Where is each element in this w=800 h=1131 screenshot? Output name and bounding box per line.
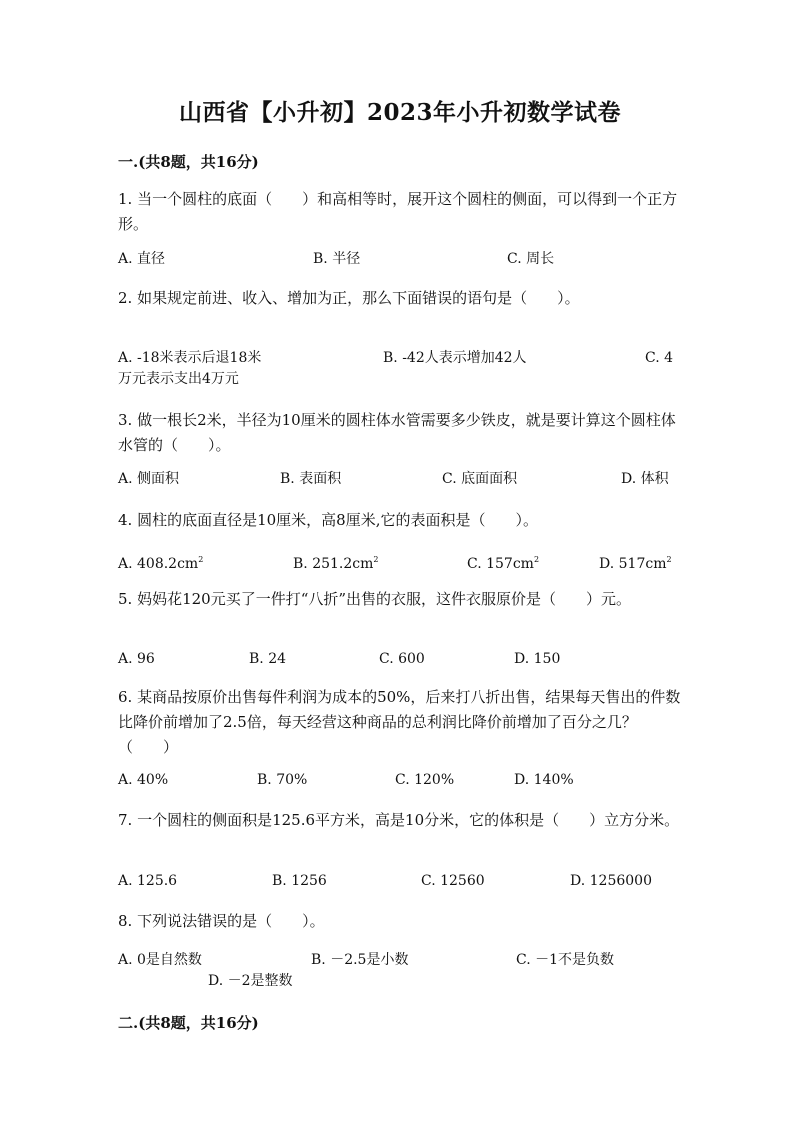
section-heading-1: 一.(共8题，共16分) [118, 153, 259, 171]
question-4-option-d[interactable] [599, 550, 672, 574]
question-8-option-b[interactable]: B. －2.5是小数 [311, 952, 409, 968]
question-5-option-a[interactable]: A. 96 [118, 651, 155, 667]
option-text: D. 517cm [599, 556, 667, 572]
question-1-option-a[interactable]: A. 直径 [118, 251, 166, 267]
question-2-option-b[interactable]: B. -42人表示增加42人 [383, 350, 527, 366]
question-2-stem: 2. 如果规定前进、收入、增加为正，那么下面错误的语句是（ ）。 [118, 289, 580, 307]
question-2-option-c[interactable]: C. 4 [645, 350, 674, 366]
question-7-option-a[interactable]: A. 125.6 [118, 873, 178, 889]
question-5-option-c[interactable]: C. 600 [379, 651, 425, 667]
question-8-option-d[interactable]: D. －2是整数 [208, 973, 293, 989]
question-1-stem: 1. 当一个圆柱的底面（ ）和高相等时，展开这个圆柱的侧面，可以得到一个正方形。 [118, 190, 678, 233]
squared-superscript: 2 [373, 555, 379, 564]
question-4-option-c[interactable] [467, 550, 539, 574]
question-2-option-a[interactable]: A. -18米表示后退18米 [118, 350, 262, 366]
question-8-stem: 8. 下列说法错误的是（ ）。 [118, 912, 325, 930]
option-text: C. 157cm [467, 556, 534, 572]
question-5-option-d[interactable]: D. 150 [514, 651, 561, 667]
question-6-option-d[interactable]: D. 140% [514, 772, 574, 788]
question-3-option-c[interactable]: C. 底面面积 [442, 471, 518, 487]
question-7-option-b[interactable]: B. 1256 [272, 873, 327, 889]
question-6-option-a[interactable]: A. 40% [118, 772, 169, 788]
option-text: B. 251.2cm [293, 556, 374, 572]
squared-superscript: 2 [198, 555, 204, 564]
question-8-option-a[interactable]: A. 0是自然数 [118, 952, 202, 968]
question-5-option-b[interactable]: B. 24 [249, 651, 287, 667]
question-8-option-c[interactable]: C. －1不是负数 [516, 952, 615, 968]
question-3-option-d[interactable]: D. 体积 [621, 471, 669, 487]
question-3-option-a[interactable]: A. 侧面积 [118, 471, 180, 487]
question-4-option-b[interactable] [293, 550, 378, 574]
question-3-stem: 3. 做一根长2米，半径为10厘米的圆柱体水管需要多少铁皮，就是要计算这个圆柱体水管的（ ）。 [118, 411, 676, 454]
question-4-option-a[interactable] [118, 550, 203, 574]
squared-superscript: 2 [666, 555, 672, 564]
question-1-option-c[interactable]: C. 周长 [507, 251, 555, 267]
question-7-option-d[interactable]: D. 1256000 [570, 873, 652, 889]
section-heading-2: 二.(共8题，共16分) [118, 1014, 259, 1032]
squared-superscript: 2 [533, 555, 540, 564]
question-4-stem: 4. 圆柱的底面直径是10厘米，高8厘米,它的表面积是（ ）。 [118, 511, 538, 529]
question-6-stem: 6. 某商品按原价出售每件利润为成本的50%，后来打八折出售，结果每天售出的件数比降价前增加了2.5倍，每天经营这种商品的总利润比降价前增加了百分之几？（ ） [118, 688, 681, 756]
page-title: 山西省【小升初】2023年小升初数学试卷 [178, 99, 621, 126]
question-1-option-b[interactable]: B. 半径 [313, 251, 361, 267]
question-6-option-b[interactable]: B. 70% [257, 772, 308, 788]
question-2-option-c-continued: 万元表示支出4万元 [118, 371, 239, 387]
question-3-option-b[interactable]: B. 表面积 [280, 471, 342, 487]
option-text: A. 408.2cm [118, 556, 199, 572]
question-7-option-c[interactable]: C. 12560 [421, 873, 485, 889]
question-7-stem: 7. 一个圆柱的侧面积是125.6平方米，高是10分米，它的体积是（ ）立方分米。 [118, 811, 680, 829]
question-5-stem: 5. 妈妈花120元买了一件打“八折”出售的衣服，这件衣服原价是（ ）元。 [118, 590, 632, 608]
question-6-option-c[interactable]: C. 120% [395, 772, 455, 788]
